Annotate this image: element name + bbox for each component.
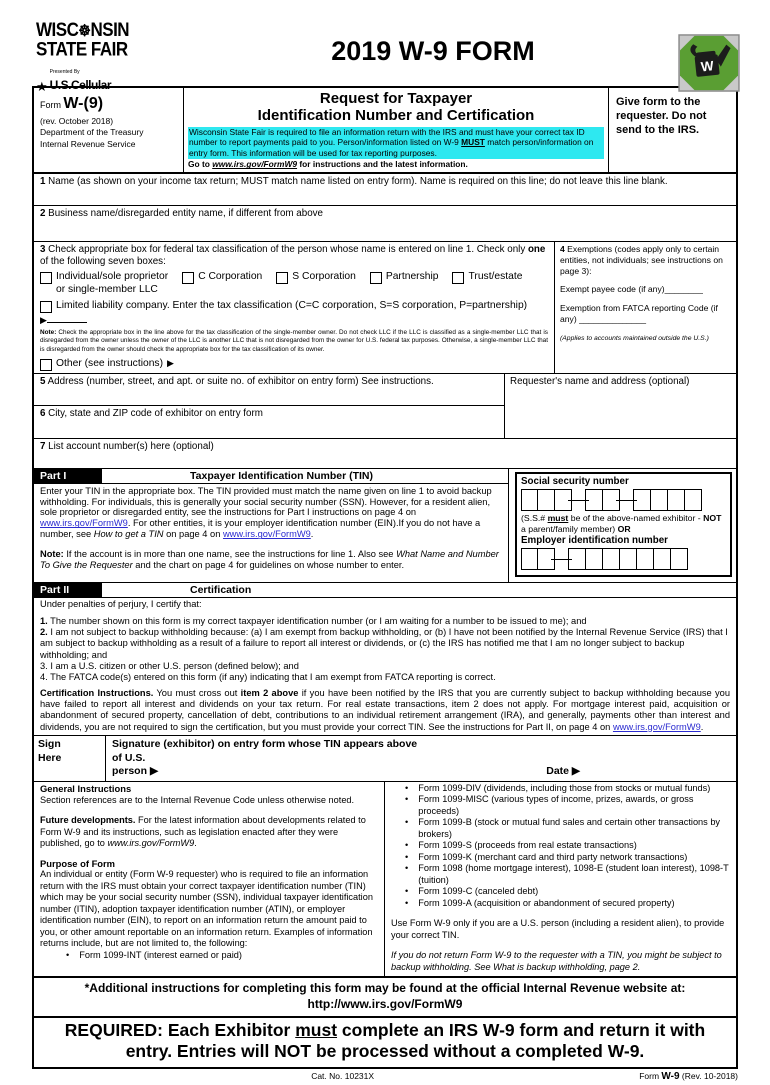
general-instructions-section [34, 782, 736, 977]
page-title: 2019 W-9 FORM [331, 36, 535, 66]
use-form-note: Use Form W-9 only if you are a U.S. person (including a resident alien), to provide your correct TIN. [391, 918, 725, 940]
cert-item-2: 2. I am not subject to backup withholding because: (a) I am exempt from backup withholding, or (b) I have not been notified by the Internal Revenue Service (IRS) that I am subject to backup withholding as a result of a failure to report all interest or dividends, or (c) the IRS has notified me that I am no longer subject to backup withholding; and [40, 626, 728, 660]
ssn-dash [620, 489, 634, 511]
date-arrow-icon: ▶ [571, 765, 580, 778]
request-title-line2: Identification Number and Certification [257, 107, 535, 125]
individual-checkbox[interactable] [40, 272, 52, 284]
form-word: Form [40, 100, 61, 110]
address-cells [34, 374, 504, 438]
list-item: • Form 1099-INT (interest earned or paid) [66, 949, 242, 960]
part1-chip: Part I [34, 469, 102, 483]
irs-formw9-link[interactable]: www.irs.gov/FormW9 [107, 838, 195, 849]
s-corp-label: S Corporation [292, 270, 356, 282]
watering-can-badge [678, 34, 740, 92]
give-form-cell: Give form to the requester. Do not send to the IRS. [608, 88, 736, 172]
form-revision: (rev. October 2018) [40, 115, 114, 126]
line1-name-field[interactable] [34, 174, 736, 206]
checkbox-partnership[interactable] [370, 271, 439, 297]
sign-here-label: Sign Here [34, 736, 106, 781]
trust-estate-label: Trust/estate [468, 270, 523, 282]
tin-entry-cell [508, 469, 736, 583]
irs-formw9-link[interactable]: www.irs.gov/FormW9 [222, 529, 311, 540]
requester-name-field[interactable] [504, 374, 736, 438]
bullet-icon: • [405, 886, 409, 897]
ein-dash [555, 548, 569, 570]
form-footer [32, 1071, 738, 1085]
line6-label: City, state and ZIP code of exhibitor on entry form [45, 407, 263, 419]
ein-title: Employer identification number [521, 535, 668, 547]
individual-label: Individual/sole proprietor or single-member LLC [56, 270, 169, 295]
purpose-of-form-title: Purpose of Form [40, 857, 116, 869]
line6-number: 6 [40, 407, 46, 419]
purpose-paragraph: An individual or entity (Form W-9 requester) who is required to file an information return with the IRS must obtain your correct taxpayer identification number (TIN) which may be your social security number (SSN), individual taxpayer identification number (ITIN), adoption taxpayer identification number (ATIN), or employer identification number (EIN), to report on an information return the amount paid to you, or other amount reportable on an information return. Examples of information returns include, but are not limited to, the following: [40, 869, 373, 949]
list-item: • Form 1099-S (proceeds from real estate transactions) [405, 840, 637, 851]
list-item: • Form 1099-A (acquisition or abandonment of secured property) [405, 897, 675, 908]
other-arrow-icon: ▶ [167, 358, 174, 369]
backup-withholding-note: If you do not return Form W-9 to the requester with a TIN, you might be subject to backup withholding. See What is backup withholding, page 2. [391, 950, 722, 972]
signature-section [34, 735, 736, 782]
cert-item-3: 3. I am a U.S. citizen or other U.S. person (defined below); and [40, 660, 299, 671]
llc-label: Limited liability company. Enter the tax classification (C=C corporation, S=S corporation, P=partnership) [56, 300, 528, 312]
instructions-right-column [385, 782, 736, 977]
list-item: • Form 1098 (home mortgage interest), 1098-E (student loan interest), 1098-T (tuition) [405, 863, 729, 885]
perjury-intro: Under penalties of perjury, I certify that: [40, 599, 202, 610]
required-notice-box: REQUIRED: Each Exhibitor must complete an IRS W-9 form and return it with entry. Entries will NOT be processed without a completed W-9. [34, 1016, 736, 1068]
line1-number: 1 [40, 176, 46, 188]
bullet-icon: • [405, 851, 409, 862]
checkbox-c-corporation[interactable] [182, 271, 262, 297]
line5-number: 5 [40, 375, 46, 387]
line2-label: Business name/disregarded entity name, if different from above [45, 208, 323, 220]
date-input-area[interactable] [546, 765, 580, 779]
list-item: • Form 1099-C (canceled debt) [405, 886, 539, 897]
line5-label: Address (number, street, and apt. or suite no. of exhibitor on entry form) See instructions. [45, 375, 434, 387]
checkbox-trust-estate[interactable] [452, 271, 522, 297]
additional-instructions-box [34, 976, 736, 1015]
list-item: • Form 1099-DIV (dividends, including those from stocks or mutual funds) [405, 782, 711, 793]
checkbox-s-corporation[interactable] [276, 271, 356, 297]
wisconsin-state-fair-logo [36, 20, 188, 93]
partnership-checkbox[interactable] [370, 272, 382, 284]
presented-by-label: Presented By [49, 69, 80, 75]
logo-wordmark: WISC☸NSIN STATE FAIR [36, 18, 130, 61]
w9-form-table [32, 86, 738, 1069]
part2-chip: Part II [34, 583, 102, 597]
form-number-footer: Form W-9 (Rev. 10-2018) [639, 1071, 738, 1083]
s-corp-checkbox[interactable] [276, 272, 288, 284]
signature-input-area[interactable] [112, 765, 158, 779]
ein-digit-box[interactable] [521, 548, 538, 570]
list-item: • Form 1099-MISC (various types of income, prizes, awards, or gross proceeds) [405, 794, 694, 816]
list-item: • Form 1099-B (stock or mutual fund sales and certain other transactions by brokers) [405, 817, 721, 839]
date-label: Date [546, 765, 572, 778]
ein-digit-box[interactable] [637, 548, 654, 570]
ein-digit-box[interactable] [671, 548, 688, 570]
ein-digit-boxes [521, 548, 726, 570]
bullet-icon: • [405, 897, 409, 908]
irs-formw9-link[interactable]: www.irs.gov/FormW9 [612, 721, 701, 732]
part1-header-bar [34, 469, 508, 484]
bullet-icon: • [405, 794, 409, 805]
checkbox-individual-sole-proprietor[interactable] [40, 271, 168, 297]
llc-arrow-icon: ▶ [40, 315, 47, 326]
additional-instructions-text: *Additional instructions for completing this form may be found at the official Internal Revenue website at: [84, 981, 686, 996]
llc-classification-input[interactable] [47, 313, 87, 323]
part1-left-column [34, 469, 508, 583]
ssn-dash [572, 489, 586, 511]
part1-title: Taxpayer Identification Number (TIN) [190, 469, 373, 482]
signature-cell [106, 736, 736, 781]
llc-note: Note: Check the appropriate box in the line above for the tax classification of the single-member owner. Do not check LLC if the LLC is classified as a single-member LLC that is disregarded from the owner unless the owner of the LLC is another LLC that is not disregarded from the owner for U.S. federal tax purposes. Otherwise, a single-member LLC that is disregarded from the owner should check the appropriate box for the tax classification of its owner. [40, 328, 548, 353]
fatca-code-field[interactable]: Exemption from FATCA reporting Code (if any) ______________ [560, 303, 718, 324]
requester-label: Requester's name and address (optional) [510, 375, 690, 387]
exemptions-cell [554, 242, 736, 372]
general-instructions-title: General Instructions [40, 782, 132, 794]
section-references-note: Section references are to the Internal Revenue Code unless otherwise noted. [40, 794, 355, 805]
request-title-line1: Request for Taxpayer [319, 90, 473, 107]
form-main-title-cell [184, 88, 608, 172]
bullet-icon: • [405, 863, 409, 874]
ssn-digit-box[interactable] [668, 489, 685, 511]
part1-section [34, 469, 736, 583]
bullet-icon: • [66, 949, 70, 960]
form-id-cell [34, 88, 184, 172]
sponsor-name: U.S.Cellular [49, 78, 112, 92]
other-checkbox[interactable] [40, 359, 52, 371]
ssn-digit-box[interactable] [538, 489, 555, 511]
bullet-icon: • [405, 840, 409, 851]
irs-formw9-link[interactable]: www.irs.gov/FormW9 [40, 518, 128, 529]
svg-text:W: W [700, 58, 715, 75]
llc-checkbox[interactable] [40, 301, 52, 313]
part2-header-bar [34, 583, 736, 598]
tin-box [515, 472, 732, 578]
line7-account-numbers-field[interactable] [34, 439, 736, 469]
bullet-icon: • [405, 817, 409, 828]
signature-label-line1: Signature (exhibitor) on entry form whose TIN appears above [112, 737, 418, 750]
c-corp-label: C Corporation [198, 270, 263, 282]
certification-text [34, 598, 736, 685]
irs-website-url[interactable]: http://www.irs.gov/FormW9 [307, 996, 463, 1011]
fatca-applies-note: (Applies to accounts maintained outside the U.S.) [560, 334, 709, 342]
tax-classification-cell [34, 242, 554, 372]
ssn-title: Social security number [521, 475, 629, 487]
ein-digit-box[interactable] [654, 548, 671, 570]
line6-city-state-zip-field[interactable] [34, 406, 504, 438]
exemptions-label: 4 Exemptions (codes apply only to certain entities, not individuals; see instructions on page 3): [560, 244, 723, 276]
ferris-wheel-icon: ☸ [78, 21, 91, 40]
cert-item-4: 4. The FATCA code(s) entered on this form (if any) indicating that I am exempt from FATCA reporting is correct. [40, 672, 496, 683]
line2-number: 2 [40, 208, 46, 220]
c-corp-checkbox[interactable] [182, 272, 194, 284]
list-item: • Form 1099-K (merchant card and third party network transactions) [405, 851, 688, 862]
ssn-digit-box[interactable] [685, 489, 702, 511]
irs-formw9-link[interactable]: www.irs.gov/FormW9 [212, 159, 298, 170]
line2-business-name-field[interactable] [34, 206, 736, 242]
future-developments: Future developments. For the latest information about developments related to Form W-9 and its instructions, such as legislation enacted after they were published, go to www.irs.gov/FormW9. [40, 815, 366, 849]
other-label: Other (see instructions) [56, 357, 164, 369]
ein-digit-box[interactable] [586, 548, 603, 570]
part1-instructions: Enter your TIN in the appropriate box. The TIN provided must match the name given on line 1 to avoid backup withholding. For individuals, this is generally your social security number (SSN). However, for a resident alien, sole proprietor or disregarded entity, see the instructions for Part I instructions on page 4 on www.irs.gov/FormW9. For other entities, it is your employer identification number (EIN).If you do not have a number, see How to get a TIN on page 4 on www.irs.gov/FormW9. Note: If the account is in more than one name, see the instructions for line 1. Also see What Name and Number To Give the Requester and the chart on page 4 for guidelines on whose number to enter. [40, 485, 499, 571]
partnership-label: Partnership [385, 270, 439, 282]
certification-instructions: Certification Instructions. You must cross out item 2 above if you have been notified by the IRS that you are currently subject to backup withholding because you have failed to report all interest and dividends on your tax return. For real estate transactions, item 2 does not apply. For mortgage interest paid, acquisition or abandonment of secured property, cancellation of debt, contributions to an individual retirement arrangement (IRA), and generally, payments other than interest and dividends, you are not required to sign the certification, but you must provide your correct TIN. See the instructions for Part II, on page 4 on www.irs.gov/FormW9. [40, 687, 730, 732]
line7-label: List account number(s) here (optional) [45, 440, 214, 452]
part2-title: Certification [190, 584, 252, 597]
classification-section [34, 242, 736, 373]
irs-label: Internal Revenue Service [40, 138, 136, 149]
watering-can-icon [678, 34, 740, 92]
dept-treasury: Department of the Treasury [40, 127, 144, 138]
ssn-digit-box[interactable] [521, 489, 538, 511]
checkbox-llc[interactable] [40, 300, 550, 313]
line7-number: 7 [40, 440, 46, 452]
highlighted-notice: Wisconsin State Fair is required to file an information return with the IRS and must have your correct tax ID number to report payments paid to you. Person/information listed on W-9 MUST match person/information on entry form. This information will be used for tax reporting purposes. [188, 127, 604, 160]
line3-label: 3 Check appropriate box for federal tax classification of the person whose name is entered on line 1. Check only one of the following seven boxes: [40, 244, 546, 268]
ssn-digit-boxes [521, 489, 726, 511]
ssn-digit-box[interactable] [651, 489, 668, 511]
signature-label-line2: of U.S. [112, 751, 146, 764]
catalog-number: Cat. No. 10231X [311, 1071, 375, 1082]
part2-section [34, 582, 736, 735]
ein-digit-box[interactable] [603, 548, 620, 570]
line5-address-field[interactable] [34, 374, 504, 406]
page-header [0, 0, 770, 94]
ein-digit-box[interactable] [620, 548, 637, 570]
star-icon: ★ [36, 79, 48, 94]
cert-item-1: 1. The number shown on this form is my correct taxpayer identification number (or I am waiting for a number to be issued to me); and [40, 615, 587, 626]
signature-label-line3: person [112, 765, 150, 778]
checkbox-other[interactable] [40, 358, 550, 371]
ssn-note: (S.S.# must be of the above-named exhibitor - NOT a parent/family member) OR [521, 512, 722, 534]
bullet-icon: • [405, 782, 409, 793]
signature-arrow-icon: ▶ [149, 765, 159, 778]
trust-estate-checkbox[interactable] [452, 272, 464, 284]
address-section [34, 374, 736, 439]
line1-label: Name (as shown on your income tax return; MUST match name listed on entry form). Name is required on this line; do not leave this line blank. [45, 176, 668, 188]
exempt-payee-code-field[interactable]: Exempt payee code (if any)________ [560, 284, 703, 295]
instructions-left-column [34, 782, 385, 977]
form-number: W-(9) [63, 95, 104, 112]
form-title-row [34, 88, 736, 174]
goto-instructions-line: Go to www.irs.gov/FormW9 for instructions and the latest information. [188, 159, 468, 170]
